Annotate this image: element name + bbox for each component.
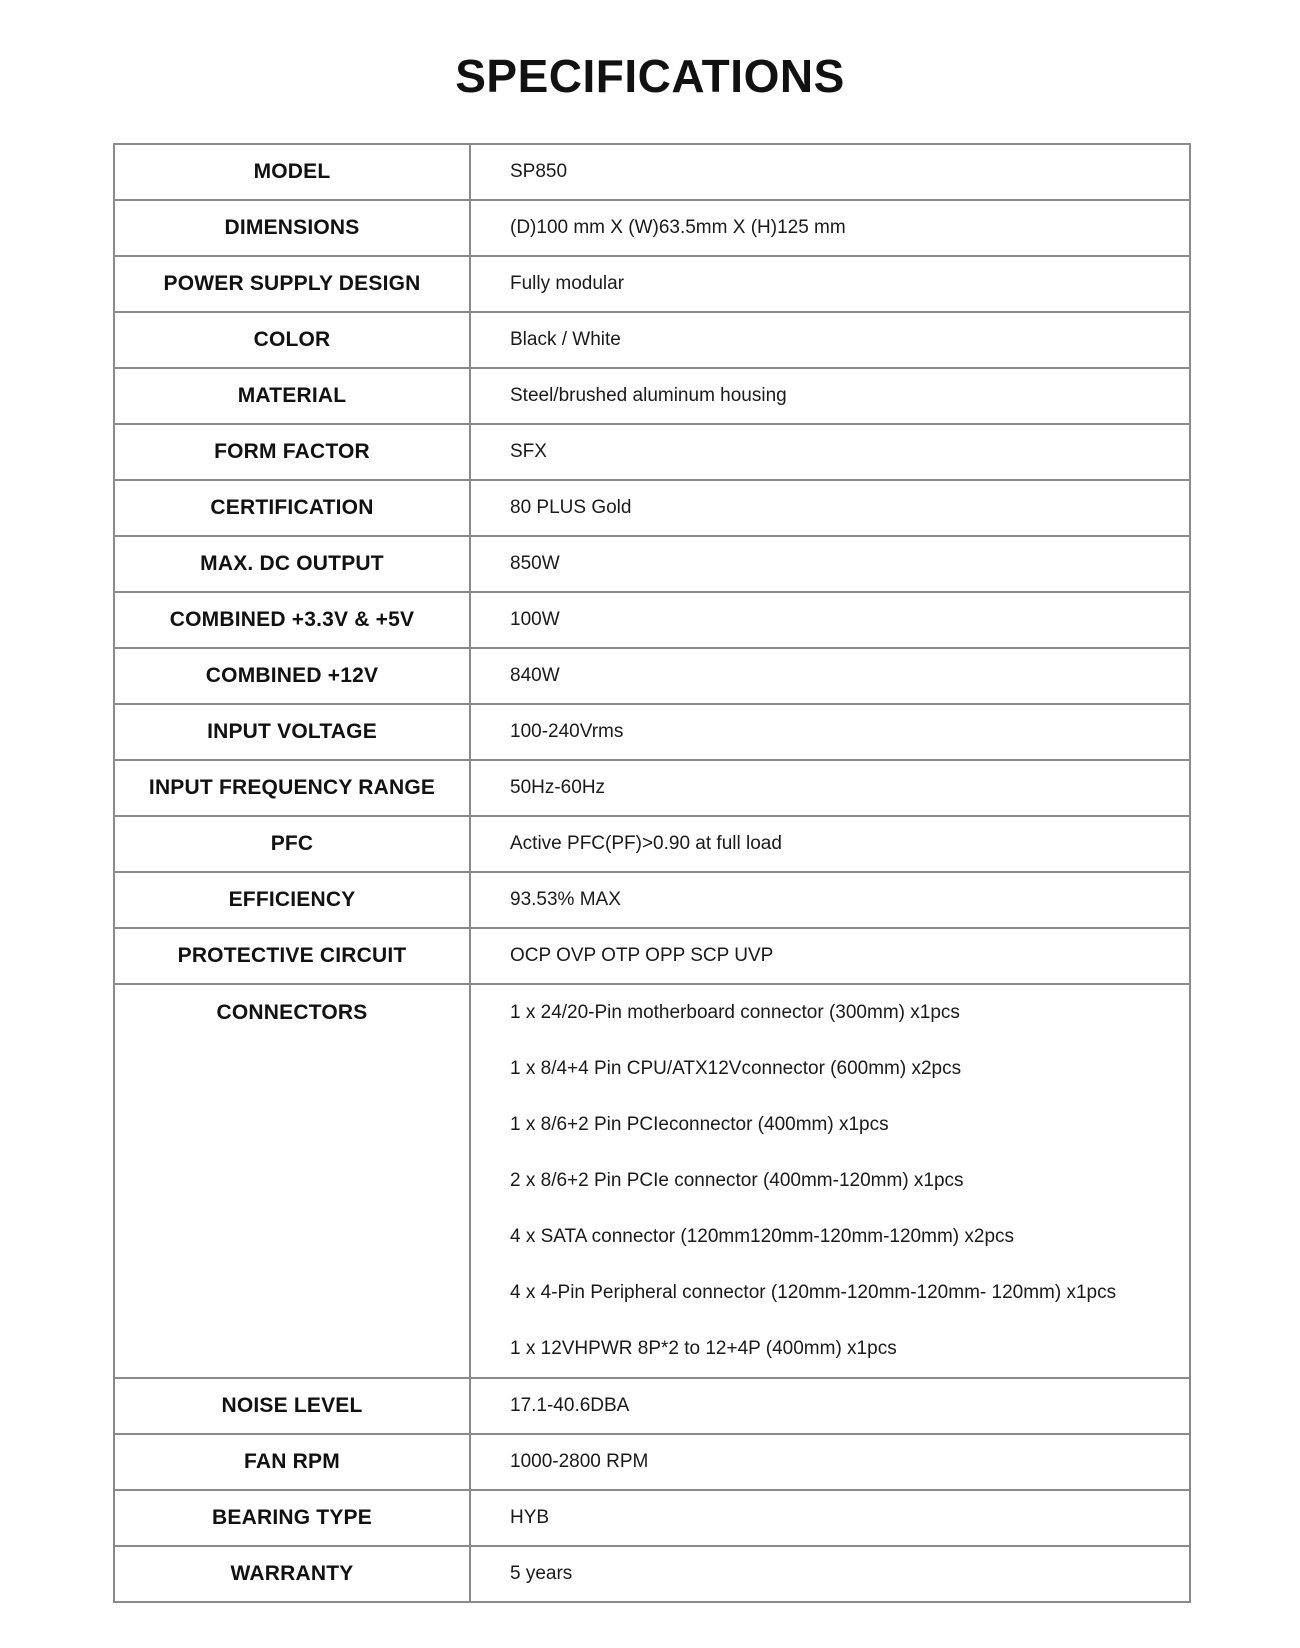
spec-label-combined-12v: COMBINED +12V [114,648,470,704]
spec-value-noise-level: 17.1-40.6DBA [510,1395,630,1416]
spec-value-pfc: Active PFC(PF)>0.90 at full load [510,833,782,854]
spec-label-material: MATERIAL [114,368,470,424]
connector-item: 1 x 12VHPWR 8P*2 to 12+4P (400mm) x1pcs [510,1338,897,1359]
page-title: SPECIFICATIONS [455,50,845,102]
spec-value-form-factor: SFX [510,441,547,462]
table-row [114,704,1190,760]
table-row-connectors [114,984,1190,1378]
table-row [114,312,1190,368]
table-row [114,760,1190,816]
spec-value-combined-12v: 840W [510,665,560,686]
spec-value-material: Steel/brushed aluminum housing [510,385,787,406]
spec-value-color: Black / White [510,329,621,350]
spec-value-protective-circuit: OCP OVP OTP OPP SCP UVP [510,945,774,966]
spec-value-combined-3v3-5v: 100W [510,609,560,630]
spec-label-warranty: WARRANTY [114,1546,470,1602]
connector-item: 2 x 8/6+2 Pin PCIe connector (400mm-120mm) x1pcs [510,1170,964,1191]
spec-value-input-voltage: 100-240Vrms [510,721,624,742]
spec-value-bearing-type: HYB [510,1507,550,1528]
spec-value-input-frequency-range: 50Hz-60Hz [510,777,606,798]
table-row [114,872,1190,928]
spec-value-certification: 80 PLUS Gold [510,497,632,518]
spec-label-bearing-type: BEARING TYPE [114,1490,470,1546]
specifications-table [113,143,1191,1603]
table-row [114,256,1190,312]
spec-label-fan-rpm: FAN RPM [114,1434,470,1490]
table-row [114,536,1190,592]
spec-value-fan-rpm: 1000-2800 RPM [510,1451,649,1472]
connector-item: 1 x 8/6+2 Pin PCIeconnector (400mm) x1pcs [510,1114,889,1135]
table-row [114,480,1190,536]
connector-item: 4 x 4-Pin Peripheral connector (120mm-120mm-120mm- 120mm) x1pcs [510,1282,1117,1303]
spec-label-combined-3v3-5v: COMBINED +3.3V & +5V [114,592,470,648]
spec-label-connectors: CONNECTORS [216,1001,368,1024]
table-row [114,816,1190,872]
spec-value-efficiency: 93.53% MAX [510,889,621,910]
spec-label-input-voltage: INPUT VOLTAGE [114,704,470,760]
spec-value-warranty: 5 years [510,1563,573,1584]
table-row [114,592,1190,648]
spec-label-noise-level: NOISE LEVEL [114,1378,470,1434]
spec-label-power-supply-design: POWER SUPPLY DESIGN [114,256,470,312]
table-row [114,648,1190,704]
table-row [114,368,1190,424]
spec-label-efficiency: EFFICIENCY [114,872,470,928]
table-row [114,1378,1190,1434]
table-row [114,1490,1190,1546]
table-row [114,1434,1190,1490]
spec-label-form-factor: FORM FACTOR [114,424,470,480]
spec-label-max-dc-output: MAX. DC OUTPUT [114,536,470,592]
spec-value-power-supply-design: Fully modular [510,273,625,294]
spec-label-protective-circuit: PROTECTIVE CIRCUIT [114,928,470,984]
table-row [114,144,1190,200]
table-row [114,424,1190,480]
spec-value-model: SP850 [510,161,568,182]
spec-label-input-frequency-range: INPUT FREQUENCY RANGE [114,760,470,816]
table-row [114,928,1190,984]
spec-label-dimensions: DIMENSIONS [114,200,470,256]
spec-label-color: COLOR [114,312,470,368]
table-row [114,200,1190,256]
spec-label-model: MODEL [114,144,470,200]
connector-item: 1 x 8/4+4 Pin CPU/ATX12Vconnector (600mm) x2pcs [510,1058,962,1079]
table-row [114,1546,1190,1602]
connector-item: 1 x 24/20-Pin motherboard connector (300mm) x1pcs [510,1002,960,1023]
connector-item: 4 x SATA connector (120mm120mm-120mm-120mm) x2pcs [510,1226,1015,1247]
spec-value-dimensions: (D)100 mm X (W)63.5mm X (H)125 mm [510,217,846,238]
spec-label-certification: CERTIFICATION [114,480,470,536]
spec-value-max-dc-output: 850W [510,553,560,574]
spec-label-pfc: PFC [114,816,470,872]
